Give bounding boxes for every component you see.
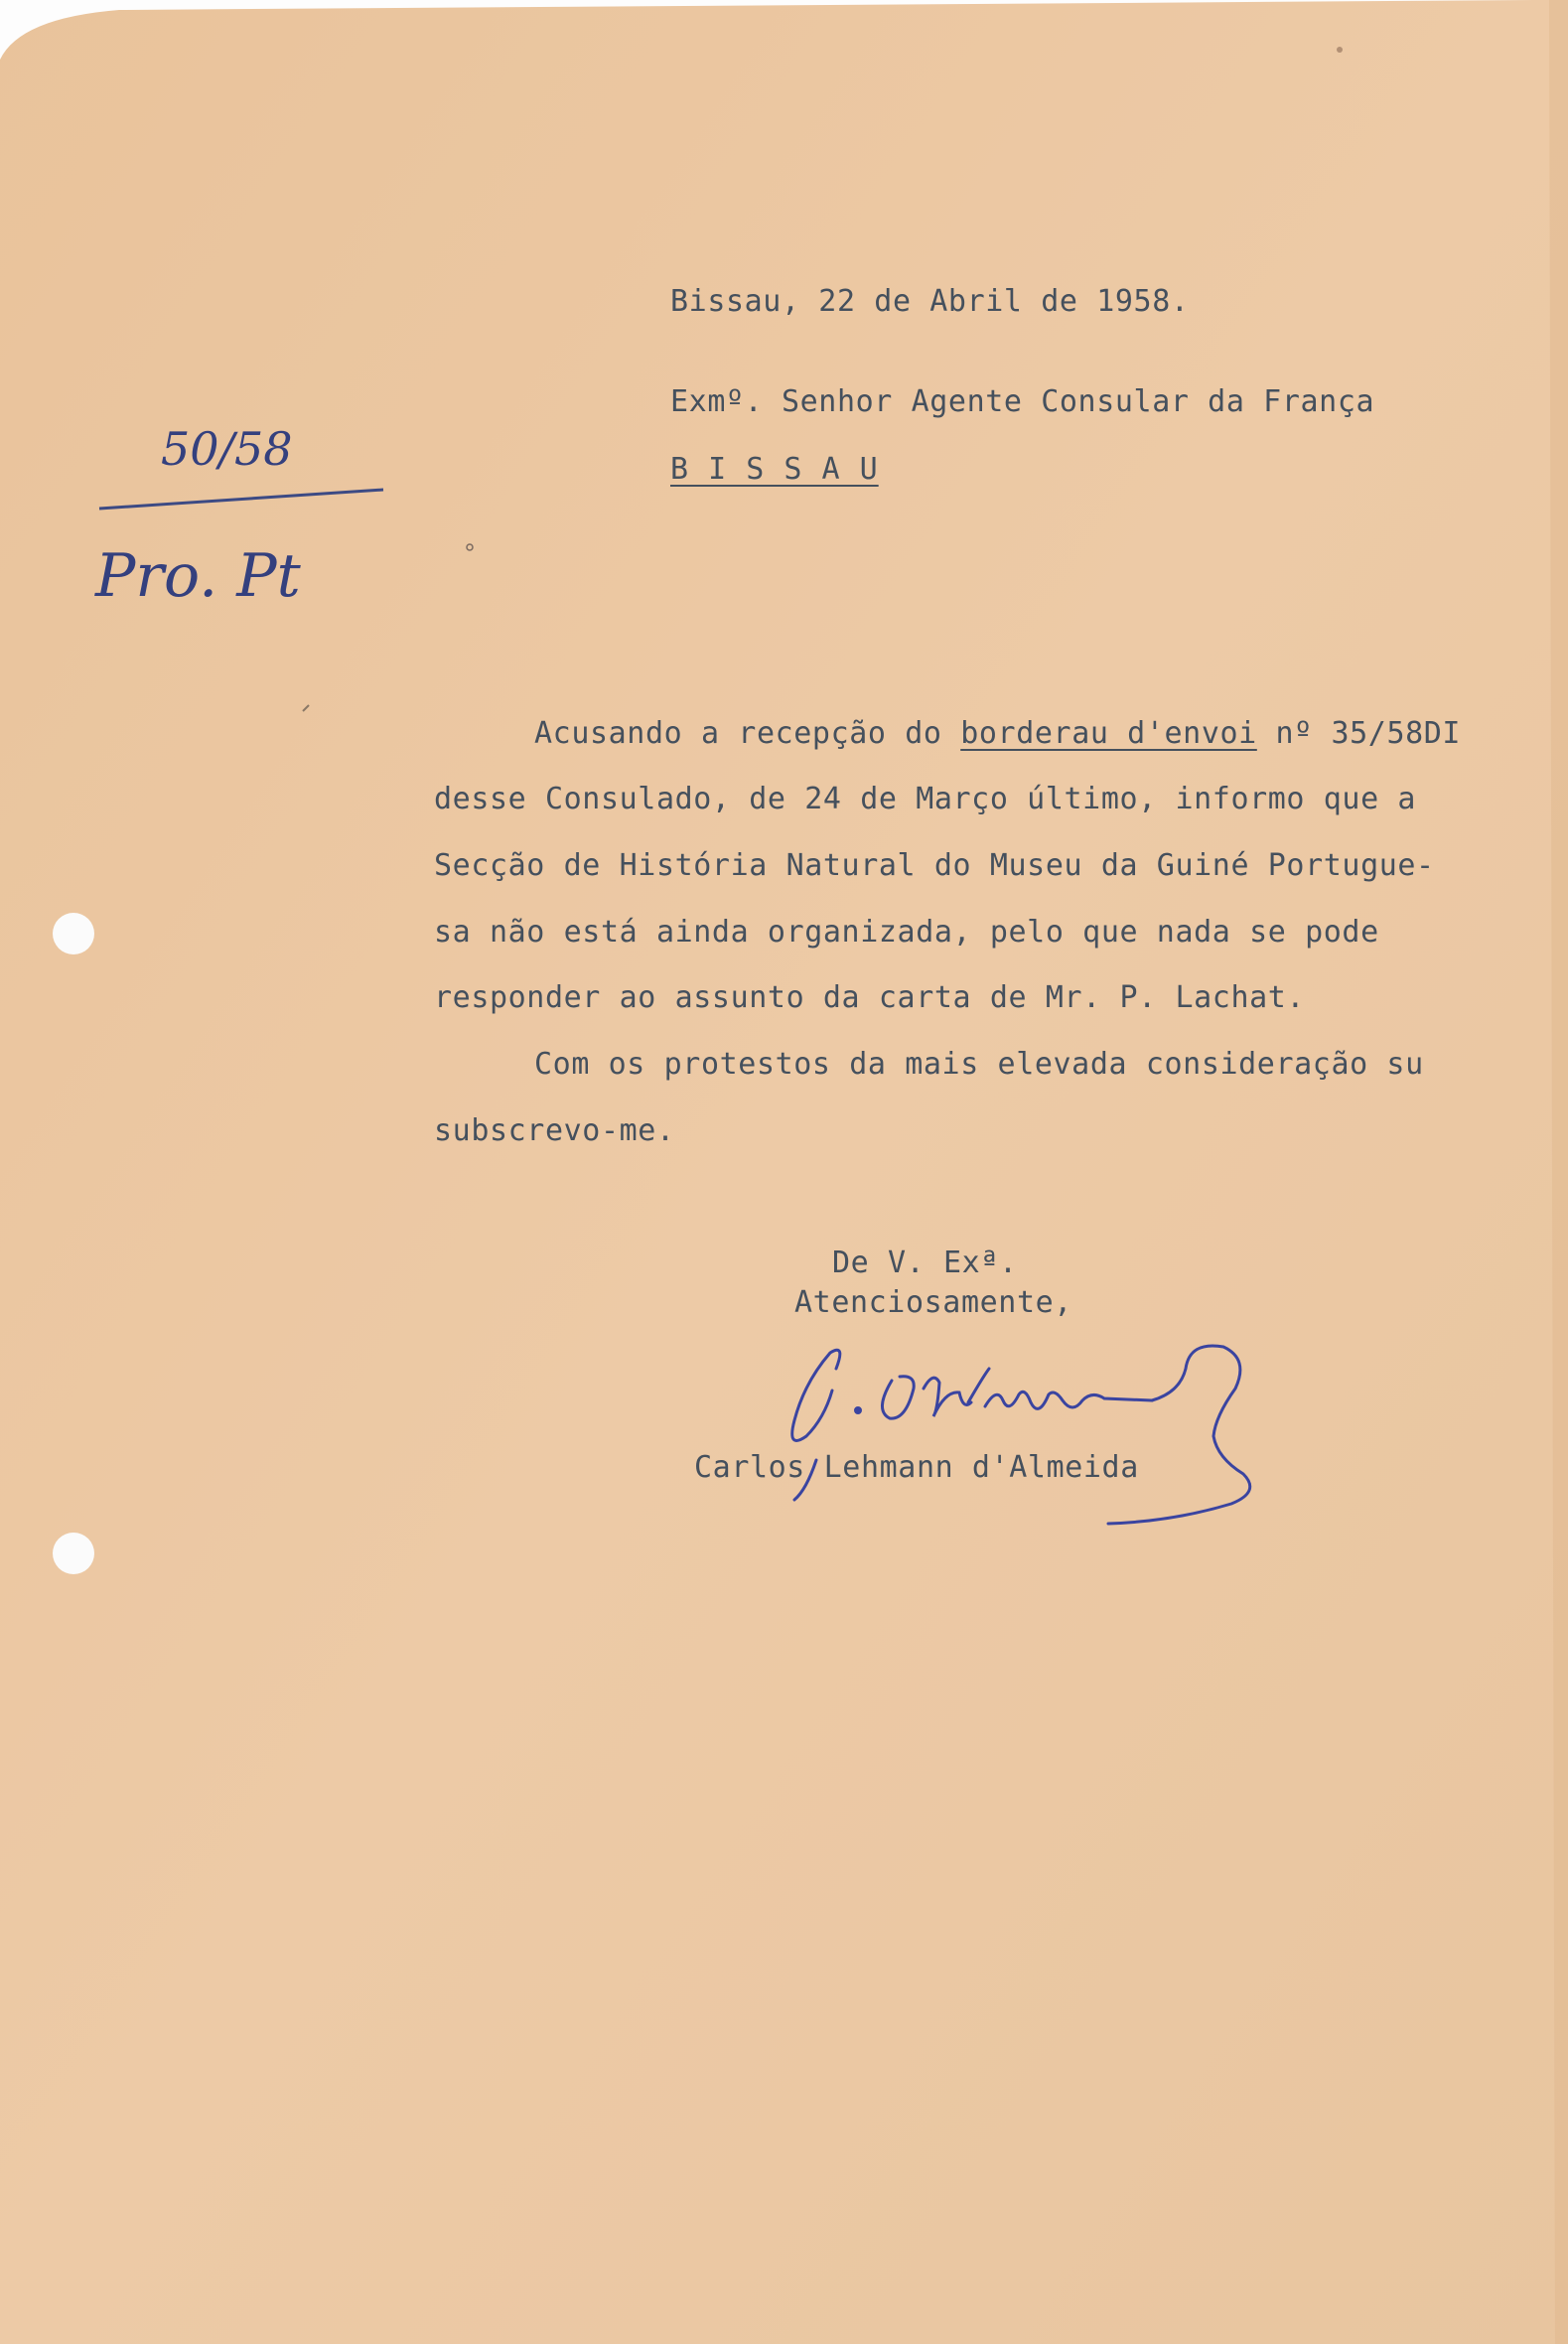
body-line-6: Com os protestos da mais elevada consideração su	[534, 1047, 1424, 1082]
body-line-1-a: Acusando a recepção do	[534, 716, 961, 751]
body-line-1	[534, 716, 1462, 751]
closing-line-1: De V. Exª.	[832, 1245, 1018, 1280]
body-line-1-c: nº 35/58DI	[1256, 716, 1462, 751]
addressee-city: B I S S A U	[670, 452, 879, 487]
body-line-4: sa não está ainda organizada, pelo que nada se pode	[434, 915, 1379, 950]
signatory-name: Carlos Lehmann d'Almeida	[694, 1450, 1139, 1485]
body-line-7: subscrevo-me.	[434, 1113, 675, 1148]
addressee-title: Exmº. Senhor Agente Consular da França	[670, 384, 1375, 419]
punch-hole-top	[53, 913, 94, 954]
punch-hole-bottom	[53, 1533, 94, 1574]
annotation-number: 50/58	[161, 422, 293, 476]
closing-line-2: Atenciosamente,	[794, 1285, 1072, 1320]
place-date: Bissau, 22 de Abril de 1958.	[670, 284, 1190, 319]
body-line-3: Secção de História Natural do Museu da Guiné Portugue-	[434, 848, 1435, 883]
body-line-5: responder ao assunto da carta de Mr. P. Lachat.	[434, 980, 1306, 1015]
body-line-2: desse Consulado, de 24 de Março último, informo que a	[434, 782, 1417, 816]
body-line-1-underlined: borderau d'envoi	[960, 716, 1257, 751]
annotation-process: Pro. Pt	[95, 541, 301, 611]
